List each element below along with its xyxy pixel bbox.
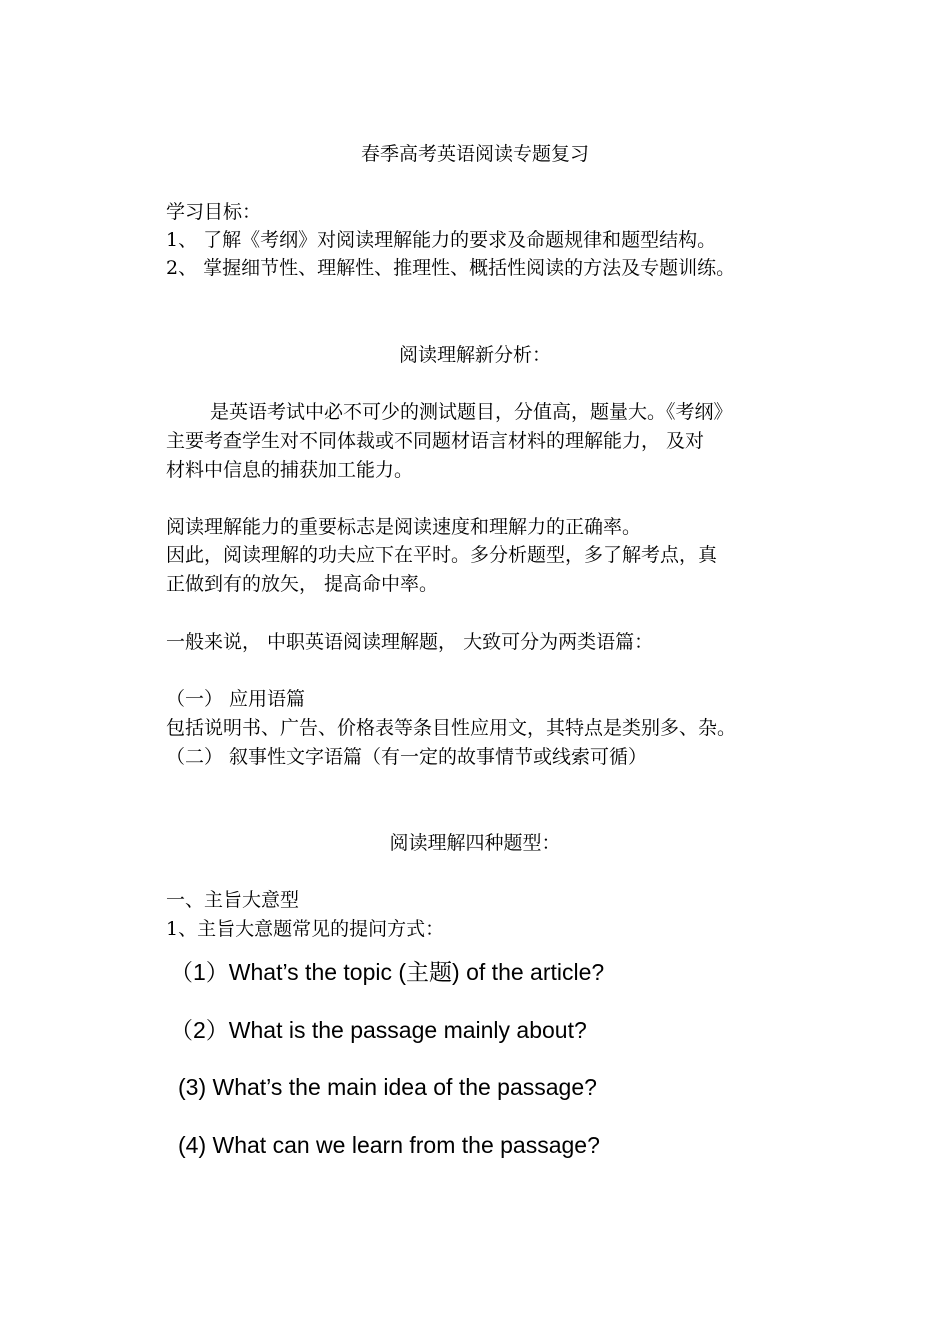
section-main-idea: 一、主旨大意型	[166, 889, 300, 911]
question-2: （2）What is the passage mainly about?	[170, 1017, 587, 1043]
type-item-1-desc: 包括说明书、广告、价格表等条目性应用文，其特点是类别多、杂。	[166, 717, 737, 739]
question-1: （1）What’s the topic (主题) of the article?	[170, 959, 605, 985]
objective-item-2: 2、 掌握细节性、理解性、推理性、概括性阅读的方法及专题训练。	[166, 257, 736, 279]
document-title: 春季高考英语阅读专题复习	[360, 143, 589, 165]
question-4: (4) What can we learn from the passage?	[178, 1132, 600, 1158]
type-item-1: （一） 应用语篇	[166, 688, 306, 710]
analysis-para1-line2: 主要考查学生对不同体裁或不同题材语言材料的理解能力， 及对	[166, 430, 705, 452]
analysis-para3: 一般来说， 中职英语阅读理解题， 大致可分为两类语篇：	[166, 631, 654, 653]
analysis-para2-line1: 阅读理解能力的重要标志是阅读速度和理解力的正确率。	[166, 516, 642, 538]
analysis-heading: 阅读理解新分析：	[398, 344, 551, 366]
objective-item-1: 1、 了解《考纲》对阅读理解能力的要求及命题规律和题型结构。	[166, 229, 717, 251]
four-types-heading: 阅读理解四种题型：	[389, 832, 561, 854]
type-item-2: （二） 叙事性文字语篇（有一定的故事情节或线索可循）	[166, 746, 648, 768]
subsection-question-forms: 1、主旨大意题常见的提问方式：	[166, 918, 445, 940]
analysis-para2-line2: 因此，阅读理解的功夫应下在平时。多分析题型，多了解考点，真	[166, 544, 718, 566]
question-3: (3) What’s the main idea of the passage?	[178, 1074, 597, 1100]
analysis-para1-line1: 是英语考试中必不可少的测试题目，分值高，题量大。《考纲》	[210, 401, 733, 423]
analysis-para2-line3: 正做到有的放矢， 提高命中率。	[166, 573, 439, 595]
objectives-heading: 学习目标：	[166, 201, 262, 223]
analysis-para1-line3: 材料中信息的捕获加工能力。	[166, 459, 414, 481]
